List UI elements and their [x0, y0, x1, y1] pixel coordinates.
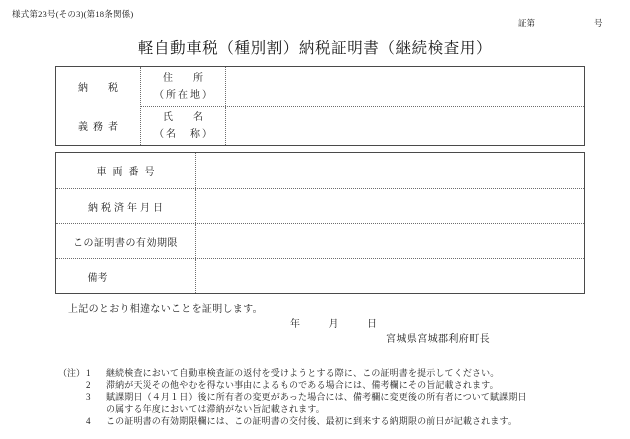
taxpayer-label-line1: 納 税 [78, 83, 123, 94]
name-label-line1: 氏 名 [163, 112, 208, 123]
note-number: 3 [86, 392, 91, 403]
remarks-label: 備考 [87, 272, 108, 284]
note-item [58, 368, 618, 380]
notes-marker: （注） [58, 368, 86, 378]
certificate-number-unit: 号 [594, 18, 603, 28]
note-number: 4 [86, 416, 91, 427]
name-label-cell [141, 107, 226, 145]
address-value-cell[interactable] [226, 67, 584, 106]
note-text: この証明書の有効期限欄には、この証明書の交付後、最初に到来する納期限の前日が記載されます。 [106, 416, 518, 427]
table-row-address [141, 67, 584, 106]
expiry-label: この証明書の有効期限 [56, 224, 196, 258]
form-number: 様式第23号(その3)(第18条関係) [12, 9, 134, 19]
vehicle-table [55, 152, 585, 294]
taxpayer-table [55, 66, 585, 146]
note-number: 1 [86, 368, 91, 378]
note-item [58, 416, 618, 428]
note-item [58, 380, 618, 392]
payment-date-label: 納税済年月日 [56, 189, 196, 223]
name-value-cell[interactable] [226, 107, 584, 145]
vehicle-number-label: 車両番号 [56, 153, 196, 188]
certification-statement: 上記のとおり相違ないことを証明します。 [68, 304, 263, 315]
note-item [58, 392, 618, 415]
table-row-payment-date [56, 188, 584, 223]
note-text: 賦課期日（４月１日）後に所有者の変更があった場合には、備考欄に変更後の所有者について賦課期日 [106, 392, 527, 403]
note-text: 滞納が天災その他やむを得ない事由によるものである場合には、備考欄にその旨記載されます。 [106, 380, 499, 391]
document-title: 軽自動車税（種別割）納税証明書（継続検査用） [137, 40, 493, 57]
note-text: 継続検査において自動車検査証の返付を受けようとする際に、この証明書を提示してください。 [106, 368, 500, 378]
issue-date-line [290, 315, 377, 330]
table-row-expiry [56, 223, 584, 258]
remarks-label-cell [56, 259, 196, 293]
date-year-label: 年 [290, 319, 300, 330]
date-month-label: 月 [328, 319, 339, 330]
address-label-line2: （所在地） [154, 89, 214, 101]
payment-date-value[interactable] [196, 189, 584, 223]
note-text-continued: の属する年度においては滞納がない旨記載されます。 [106, 403, 325, 414]
date-day-label: 日 [367, 319, 377, 330]
note-text-group [106, 392, 618, 415]
address-label-line1: 住 所 [163, 72, 208, 84]
taxpayer-label-line2: 義務者 [78, 122, 123, 133]
certificate-number-label: 証第 [518, 18, 536, 28]
table-row-name [141, 106, 584, 145]
remarks-value[interactable] [196, 259, 584, 293]
notes-section [58, 368, 618, 428]
table-row-remarks [56, 258, 584, 293]
issuing-authority: 宮城県宮城郡利府町長 [386, 334, 490, 345]
table-row-vehicle-number [56, 153, 584, 188]
address-label-cell [141, 67, 226, 106]
note-number: 2 [86, 380, 91, 391]
vehicle-number-value[interactable] [196, 153, 584, 188]
name-label-line2: （名 称） [154, 129, 214, 140]
expiry-value[interactable] [196, 224, 584, 258]
